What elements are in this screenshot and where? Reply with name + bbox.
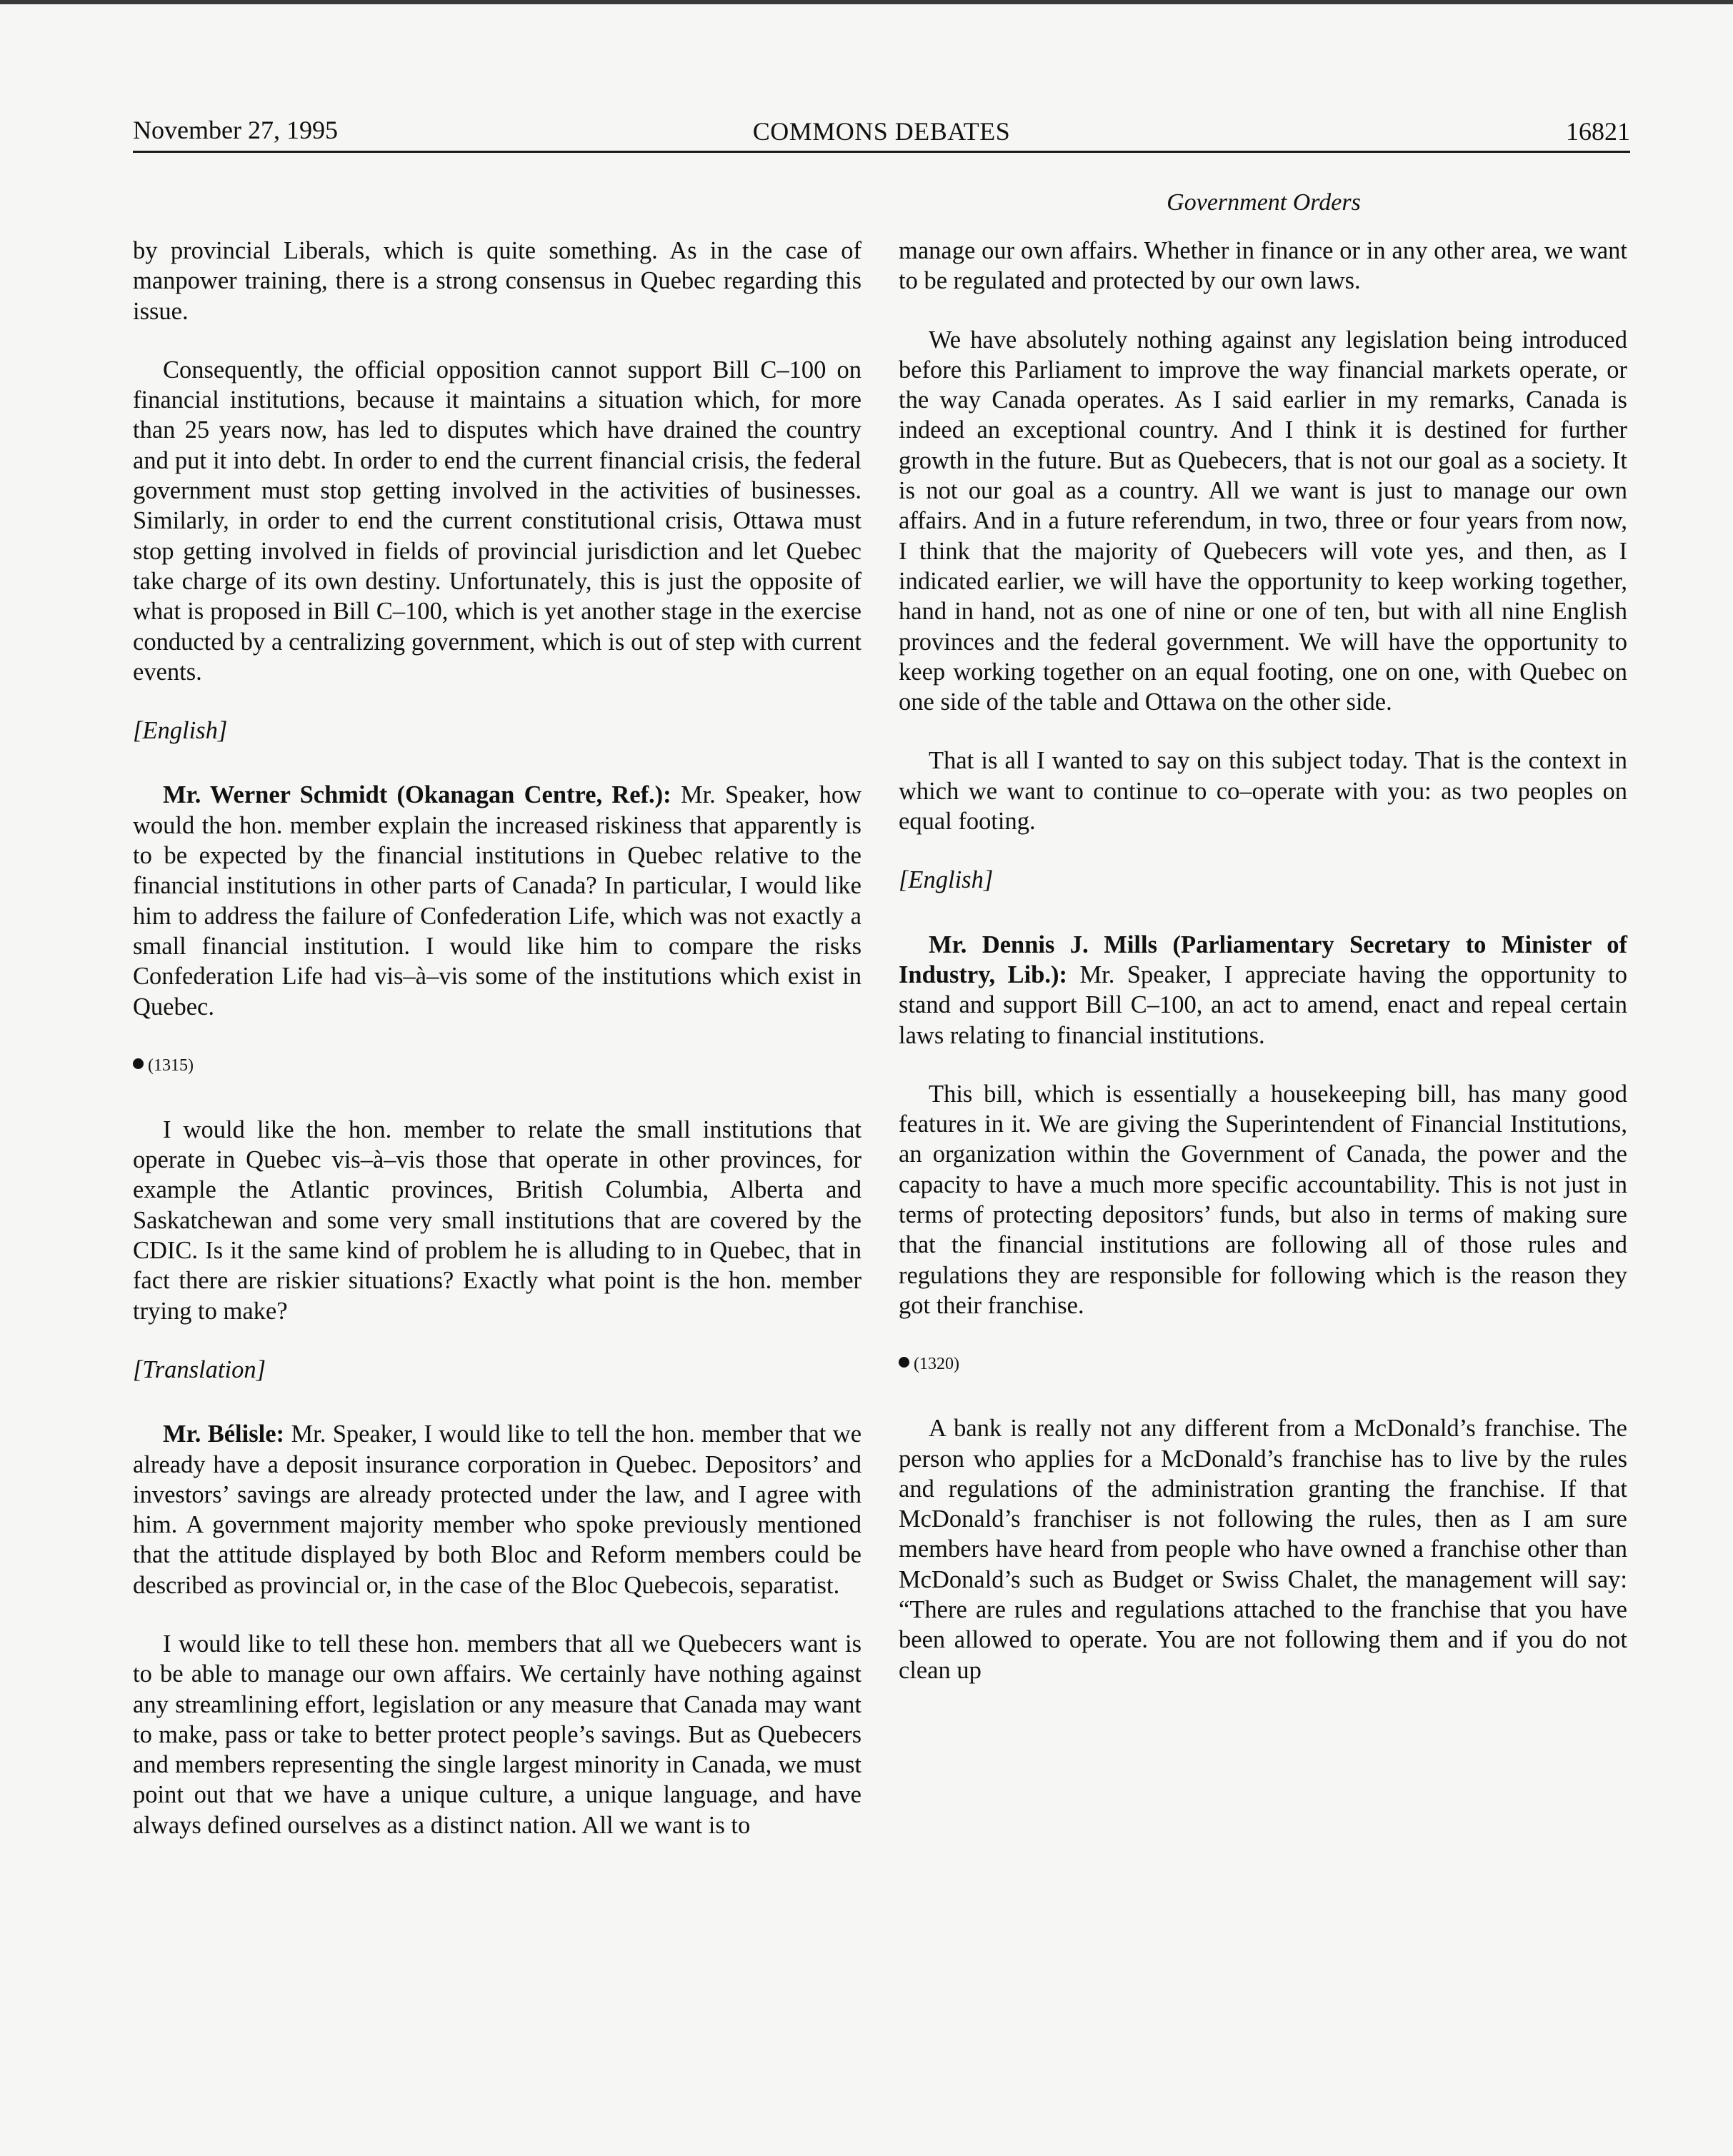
speech-text: Mr. Speaker, I would like to tell the hon. member that we already have a deposit insurance corporation in Quebec. Depositors’ and investors’ savings are already protected under the law, and I agree with him. A government majority member who spoke previously mentioned that the attitude displayed by both Bloc and Reform members could be described as provincial or, in the case of the Bloc Quebecois, separatist. [133, 1420, 862, 1599]
header-date: November 27, 1995 [133, 116, 338, 144]
bullet-icon [899, 1357, 909, 1368]
paragraph: I would like to tell these hon. members that all we Quebecers want is to be able to manage our own affairs. We certainly have nothing against any streamlining effort, legislation or any measure that Canada may want to make, pass or take to better protect people’s savings. But as Quebecers and members representing the single largest minority in Canada, we must point out that we have a unique culture, a unique language, and have always defined ourselves as a distinct nation. All we want is to [133, 1630, 861, 1839]
paragraph: A bank is really not any different from a McDonald’s franchise. The person who applies for a McDonald’s franchise has to live by the rules and regulations of the administration granting the franchise. If that McDonald’s franchiser is not following the rules, then as I am sure members have heard from people who have owned a franchise other than McDonald’s such as Budget or Swiss Chalet, the management will say: “There are rules and regulations attached to the franchise that you have been allowed to operate. You are not following them and if you do not clean up [899, 1415, 1627, 1684]
paragraph: manage our own affairs. Whether in finance or in any other area, we want to be regulated and protected by our own laws. [899, 237, 1627, 295]
speech-paragraph [133, 780, 861, 1021]
section-title: Government Orders [1167, 189, 1361, 216]
bullet-icon [133, 1058, 144, 1069]
paragraph: We have absolutely nothing against any legislation being introduced before this Parliament to improve the way financial markets operate, or the way Canada operates. As I said earlier in my remarks, Canada is indeed an exceptional country. And I think it is destined for further growth in the future. But as Quebecers, that is not our goal as a society. It is not our goal as a country. All we want is just to manage our own affairs. And in a future referendum, in two, three or four years from now, I think that the majority of Quebecers will vote yes, and then, as I indicated earlier, we will have the opportunity to keep working together, hand in hand, not as one of nine or one of ten, but with all nine English provinces and the federal government. We will have the opportunity to keep working together on an equal footing, one on one, with Quebec on one side of the table and Ottawa on the other side. [899, 326, 1627, 716]
language-marker: [English] [899, 866, 994, 894]
header-page-number: 16821 [1566, 117, 1630, 146]
paragraph: Consequently, the official opposition cannot support Bill C–100 on financial institutions, because it maintains a situation which, for more than 25 years now, has led to disputes which have drained the country and put it into debt. In order to end the current financial crisis, the federal government must stop getting involved in the activities of businesses. Similarly, in order to end the current constitutional crisis, Ottawa must stop getting involved in fields of provincial jurisdiction and let Quebec take charge of its own destiny. Unfortunately, this is just the opposite of what is proposed in Bill C–100, which is yet another stage in the exercise conducted by a centralizing government, which is out of step with current events. [133, 356, 861, 686]
scan-border [0, 0, 1733, 4]
speaker-name: Mr. Werner Schmidt (Okanagan Centre, Ref.): [163, 781, 671, 809]
right-column [899, 236, 1627, 1714]
speech-text: Mr. Speaker, how would the hon. member explain the increased riskiness that apparently is to be expected by the financial institutions in Quebec relative to the financial institutions in other parts of Canada? In particular, I would like him to address the failure of Confederation Life, which was not exactly a small financial institution. I would like him to compare the risks Confederation Life had vis–à–vis some of the institutions which exist in Quebec. [133, 781, 861, 1021]
time-marker [899, 1349, 1627, 1379]
speech-paragraph [899, 930, 1627, 1051]
speech-text: Mr. Speaker, I appreciate having the opportunity to stand and support Bill C–100, an act to amend, enact and repeal certain laws relating to financial institutions. [899, 961, 1627, 1049]
speech-paragraph [133, 1419, 861, 1600]
time-marker-text: (1320) [914, 1355, 959, 1374]
header-rule [133, 151, 1630, 153]
page-header [133, 109, 1630, 151]
paragraph: That is all I wanted to say on this subject today. That is the context in which we want to continue to co–operate with you: as two peoples on equal footing. [899, 747, 1627, 836]
left-column [133, 236, 861, 1869]
language-marker: [English] [133, 717, 228, 745]
paragraph: This bill, which is essentially a housekeeping bill, has many good features in it. We are giving the Superintendent of Financial Institutions, an organization within the Government of Canada, the power and the capacity to have a much more specific accountability. This is not just in terms of protecting depositors’ funds, but also in terms of making sure that the financial institutions are following all of those rules and regulations they are responsible for following which is the reason they got their franchise. [899, 1080, 1627, 1319]
speaker-name: Mr. Bélisle: [163, 1420, 285, 1448]
speaker-name: Mr. Dennis J. Mills (Parliamentary Secretary to Minister of Industry, Lib.): [899, 931, 1627, 988]
header-publication: COMMONS DEBATES [752, 117, 1011, 146]
time-marker-text: (1315) [148, 1056, 194, 1075]
language-marker: [Translation] [133, 1355, 266, 1383]
paragraph: by provincial Liberals, which is quite something. As in the case of manpower training, there is a strong consensus in Quebec regarding this issue. [133, 237, 861, 325]
paragraph: I would like the hon. member to relate the small institutions that operate in Quebec vis–à–vis those that operate in other provinces, for example the Atlantic provinces, British Columbia, Alberta and Saskatchewan and some very small institutions that are covered by the CDIC. Is it the same kind of problem he is alluding to in Quebec, that in fact there are riskier situations? Exactly what point is the hon. member trying to make? [133, 1115, 861, 1325]
time-marker [133, 1051, 861, 1080]
